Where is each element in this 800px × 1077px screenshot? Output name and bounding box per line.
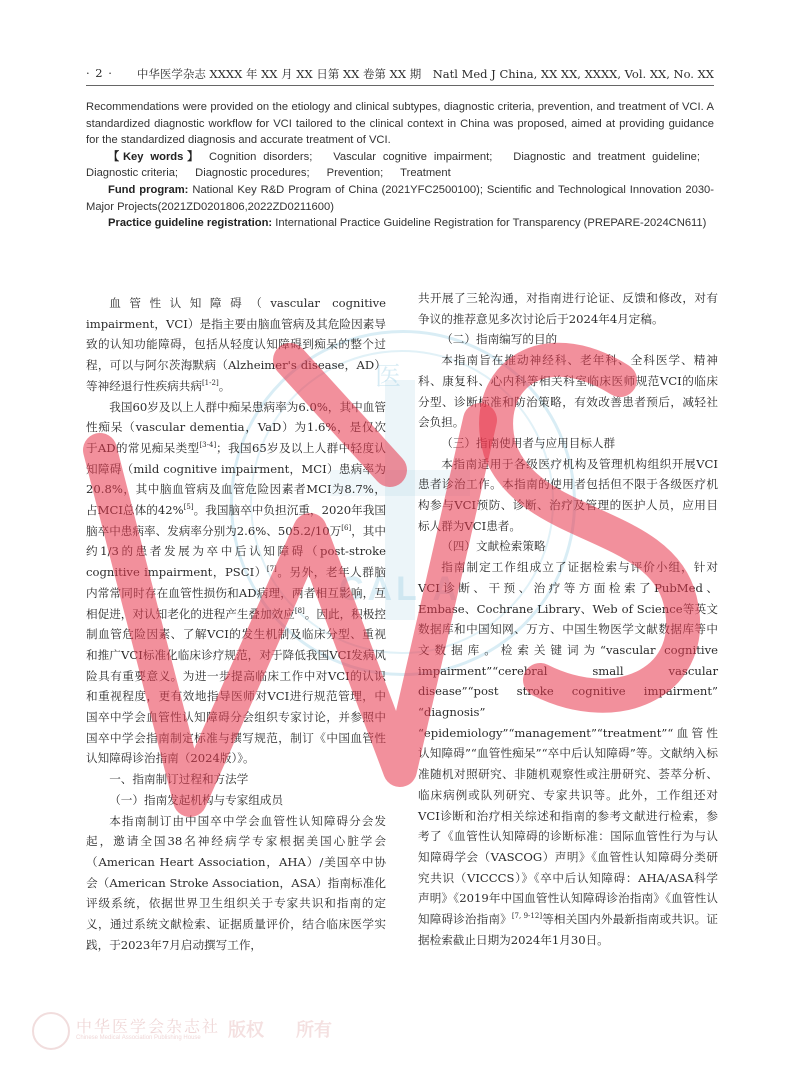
subsection-heading: （二）指南编写的目的 xyxy=(441,332,558,347)
citation[interactable]: [3-4] xyxy=(199,440,217,449)
copyright-mark: 所有 xyxy=(296,1020,332,1041)
watermark-seal-char: 医 xyxy=(375,362,402,392)
english-abstract xyxy=(86,99,714,232)
paragraph: 我国60岁及以上人群中痴呆患病率为6.0%，其中血管性痴呆（vascular dementia，VaD）为1.6%，是仅次于AD的常见痴呆类型[3-4]；我国65岁及以上人群中轻度认知障碍（mild cognitive impairment，MCI）患病率为20.8%，其中脑血管病及血管危险因素者MCI为8.7%，占MCI总体的42%[5]。我国脑卒中负担沉重，2020年我国脑卒中患病率、发病率分别为2.6%、505.2/10万[6]，其中约1/3的患者发展为卒中后认知障碍（post-stroke cognitive impairment，PSCI）[7]。另外，老年人群脑内常常同时存在血管性损伤和AD病理，两者相互影响，互相促进，对认知老化的进程产生叠加效应[8]。因此，积极控制血管危险因素、了解VCI的发生机制及临床分型、重视和推广VCI标准化临床诊疗规范，对于降低我国VCI发病风险具有重要意义。为进一步提高临床工作中对VCI的认识和重视程度，更有效地指导医师对VCI进行规范管理，中国卒中学会血管性认知障碍分会组织专家讨论，并参照中国卒中学会指南制定标准与撰写规范，制订《中国血管性认知障碍诊治指南（2024版）》。 xyxy=(86,399,386,766)
copyright-mark: 版权 xyxy=(228,1020,264,1041)
paragraph: 本指南适用于各级医疗机构及管理机构组织开展VCI患者诊治工作。本指南的使用者包括但不限于各级医疗机构参与VCI预防、诊断、治疗及管理的医护人员，应用目标人群为VCI患者。 xyxy=(418,456,718,533)
subsection-heading: （三）指南使用者与应用目标人群 xyxy=(441,435,616,450)
keyword: Diagnostic criteria; xyxy=(86,167,179,180)
keyword: Treatment xyxy=(400,167,451,180)
registration-text: International Practice Guideline Registration for Transparency (PREPARE-2024CN611) xyxy=(275,217,707,230)
citation[interactable]: [7, 9-12] xyxy=(511,912,543,921)
keyword: Cognition disorders; xyxy=(209,150,313,163)
keywords-label: 【Key words】 xyxy=(108,150,203,163)
fund-text: National Key R&D Program of China (2021YFC2500100); Scientific and Technological Innovation 2030-Major Projects(2021ZD0201806,2022ZD0211600) xyxy=(86,183,714,213)
keyword: Diagnostic procedures; xyxy=(195,167,310,180)
subsection-heading: （四）文献检索策略 xyxy=(441,539,546,554)
publisher-logo xyxy=(32,1008,432,1052)
citation[interactable]: [5] xyxy=(183,503,194,512)
citation[interactable]: [8] xyxy=(294,606,305,615)
subsection-heading: （一）指南发起机构与专家组成员 xyxy=(109,792,284,807)
paragraph: 共开展了三轮沟通，对指南进行论证、反馈和修改，对有争议的推荐意见多次讨论后于2024年4月定稿。 xyxy=(418,291,718,326)
watermark-stroke xyxy=(100,420,480,800)
citation[interactable]: [1-2] xyxy=(201,378,219,387)
citation[interactable]: [6] xyxy=(341,523,352,532)
paragraph: 血管性认知障碍（vascular cognitive impairment，VCI）是指主要由脑血管病及其危险因素导致的认知功能障碍，包括从轻度认知障碍到痴呆的整个过程，可以与阿尔茨海默病（Alzheimer's disease，AD）等神经退行性疾病共病[1-2]。 xyxy=(86,296,386,393)
publisher-seal-icon xyxy=(32,1012,70,1050)
fund-label: Fund program: xyxy=(108,183,189,196)
guideline-registration xyxy=(86,215,714,232)
red-watermark-overlay xyxy=(60,300,760,860)
publisher-name-en: Chinese Medical Association Publishing House xyxy=(76,1035,201,1041)
paragraph: 本指南旨在推动神经科、老年科、全科医学、精神科、康复科、心内科等相关科室临床医师规范VCI的临床分型、诊断标准和防治策略，有效改善患者预后，减轻社会负担。 xyxy=(418,353,718,430)
keyword: Diagnostic and treatment guideline; xyxy=(513,150,700,163)
section-heading: 一、指南制订过程和方法学 xyxy=(109,772,249,787)
keyword: Vascular cognitive impairment; xyxy=(333,150,493,163)
registration-label: Practice guideline registration: xyxy=(108,217,273,230)
publisher-name-cn: 中华医学会杂志社 xyxy=(76,1017,221,1036)
paragraph: 指南制定工作组成立了证据检索与评价小组，针对VCI诊断、干预、治疗等方面检索了PubMed、Embase、Cochrane Library、Web of Science等英文数据库和中国知网、万方、中国生物医学文献数据库等中文数据库。检索关键词为“vascular cognitive impairment”“cerebral small vascular disease”“post stroke cognitive impairment” “diagnosis” “epidemiology”“management”“treatment”“血管性认知障碍”“血管性痴呆”“卒中后认知障碍”等。文献纳入标准随机对照研究、非随机观察性或注册研究、荟萃分析、临床病例或队列研究、专家共识等。此外，工作组还对VCI诊断和治疗相关综述和指南的参考文献进行检索，参考了《血管性认知障碍的诊断标准：国际血管性行为与认知障碍学会（VASCOG）声明》《血管性认知障碍分类研究共识（VICCCS）》《卒中后认知障碍：AHA/ASA科学声明》《2019年中国血管性认知障碍诊治指南》《血管性认知障碍诊治指南》[7, 9-12]等相关国内外最新指南或共识。证据检索截止日期为2024年1月30日。 xyxy=(418,560,718,947)
citation[interactable]: [7] xyxy=(266,565,277,574)
abstract-text: Recommendations were provided on the etiology and clinical subtypes, diagnostic criteria, prevention, and treatment of VCI. A standardized diagnostic workflow for VCI tailored to the clinical context in China was proposed, aimed at providing guidance for the standardized diagnosis and accurate treatment of VCI. xyxy=(86,101,714,147)
page-number: · 2 · xyxy=(86,66,113,80)
header-rule xyxy=(86,85,714,86)
keywords-line xyxy=(86,149,714,182)
watermark-seal-text: CAL A xyxy=(339,570,461,608)
running-header xyxy=(86,64,714,86)
watermark-stroke xyxy=(496,360,683,696)
fund-program xyxy=(86,182,714,215)
paragraph: 本指南制订由中国卒中学会血管性认知障碍分会发起，邀请全国38名神经病学专家根据美国心脏学会（American Heart Association，AHA）/美国卒中协会（American Stroke Association，ASA）指南标准化评级系统，依据世界卫生组织关于专家共识和指南的定义，通过系统文献检索、证据质量评价，结合临床医学实践，于2023年7月启动撰写工作， xyxy=(86,813,386,952)
keyword: Prevention; xyxy=(326,167,384,180)
journal-citation: 中华医学杂志 XXXX 年 XX 月 XX 日第 XX 卷第 XX 期 Natl Med J China, XX XX, XXXX, Vol. XX, No. XX xyxy=(136,67,714,81)
watermark-stroke xyxy=(290,360,390,470)
